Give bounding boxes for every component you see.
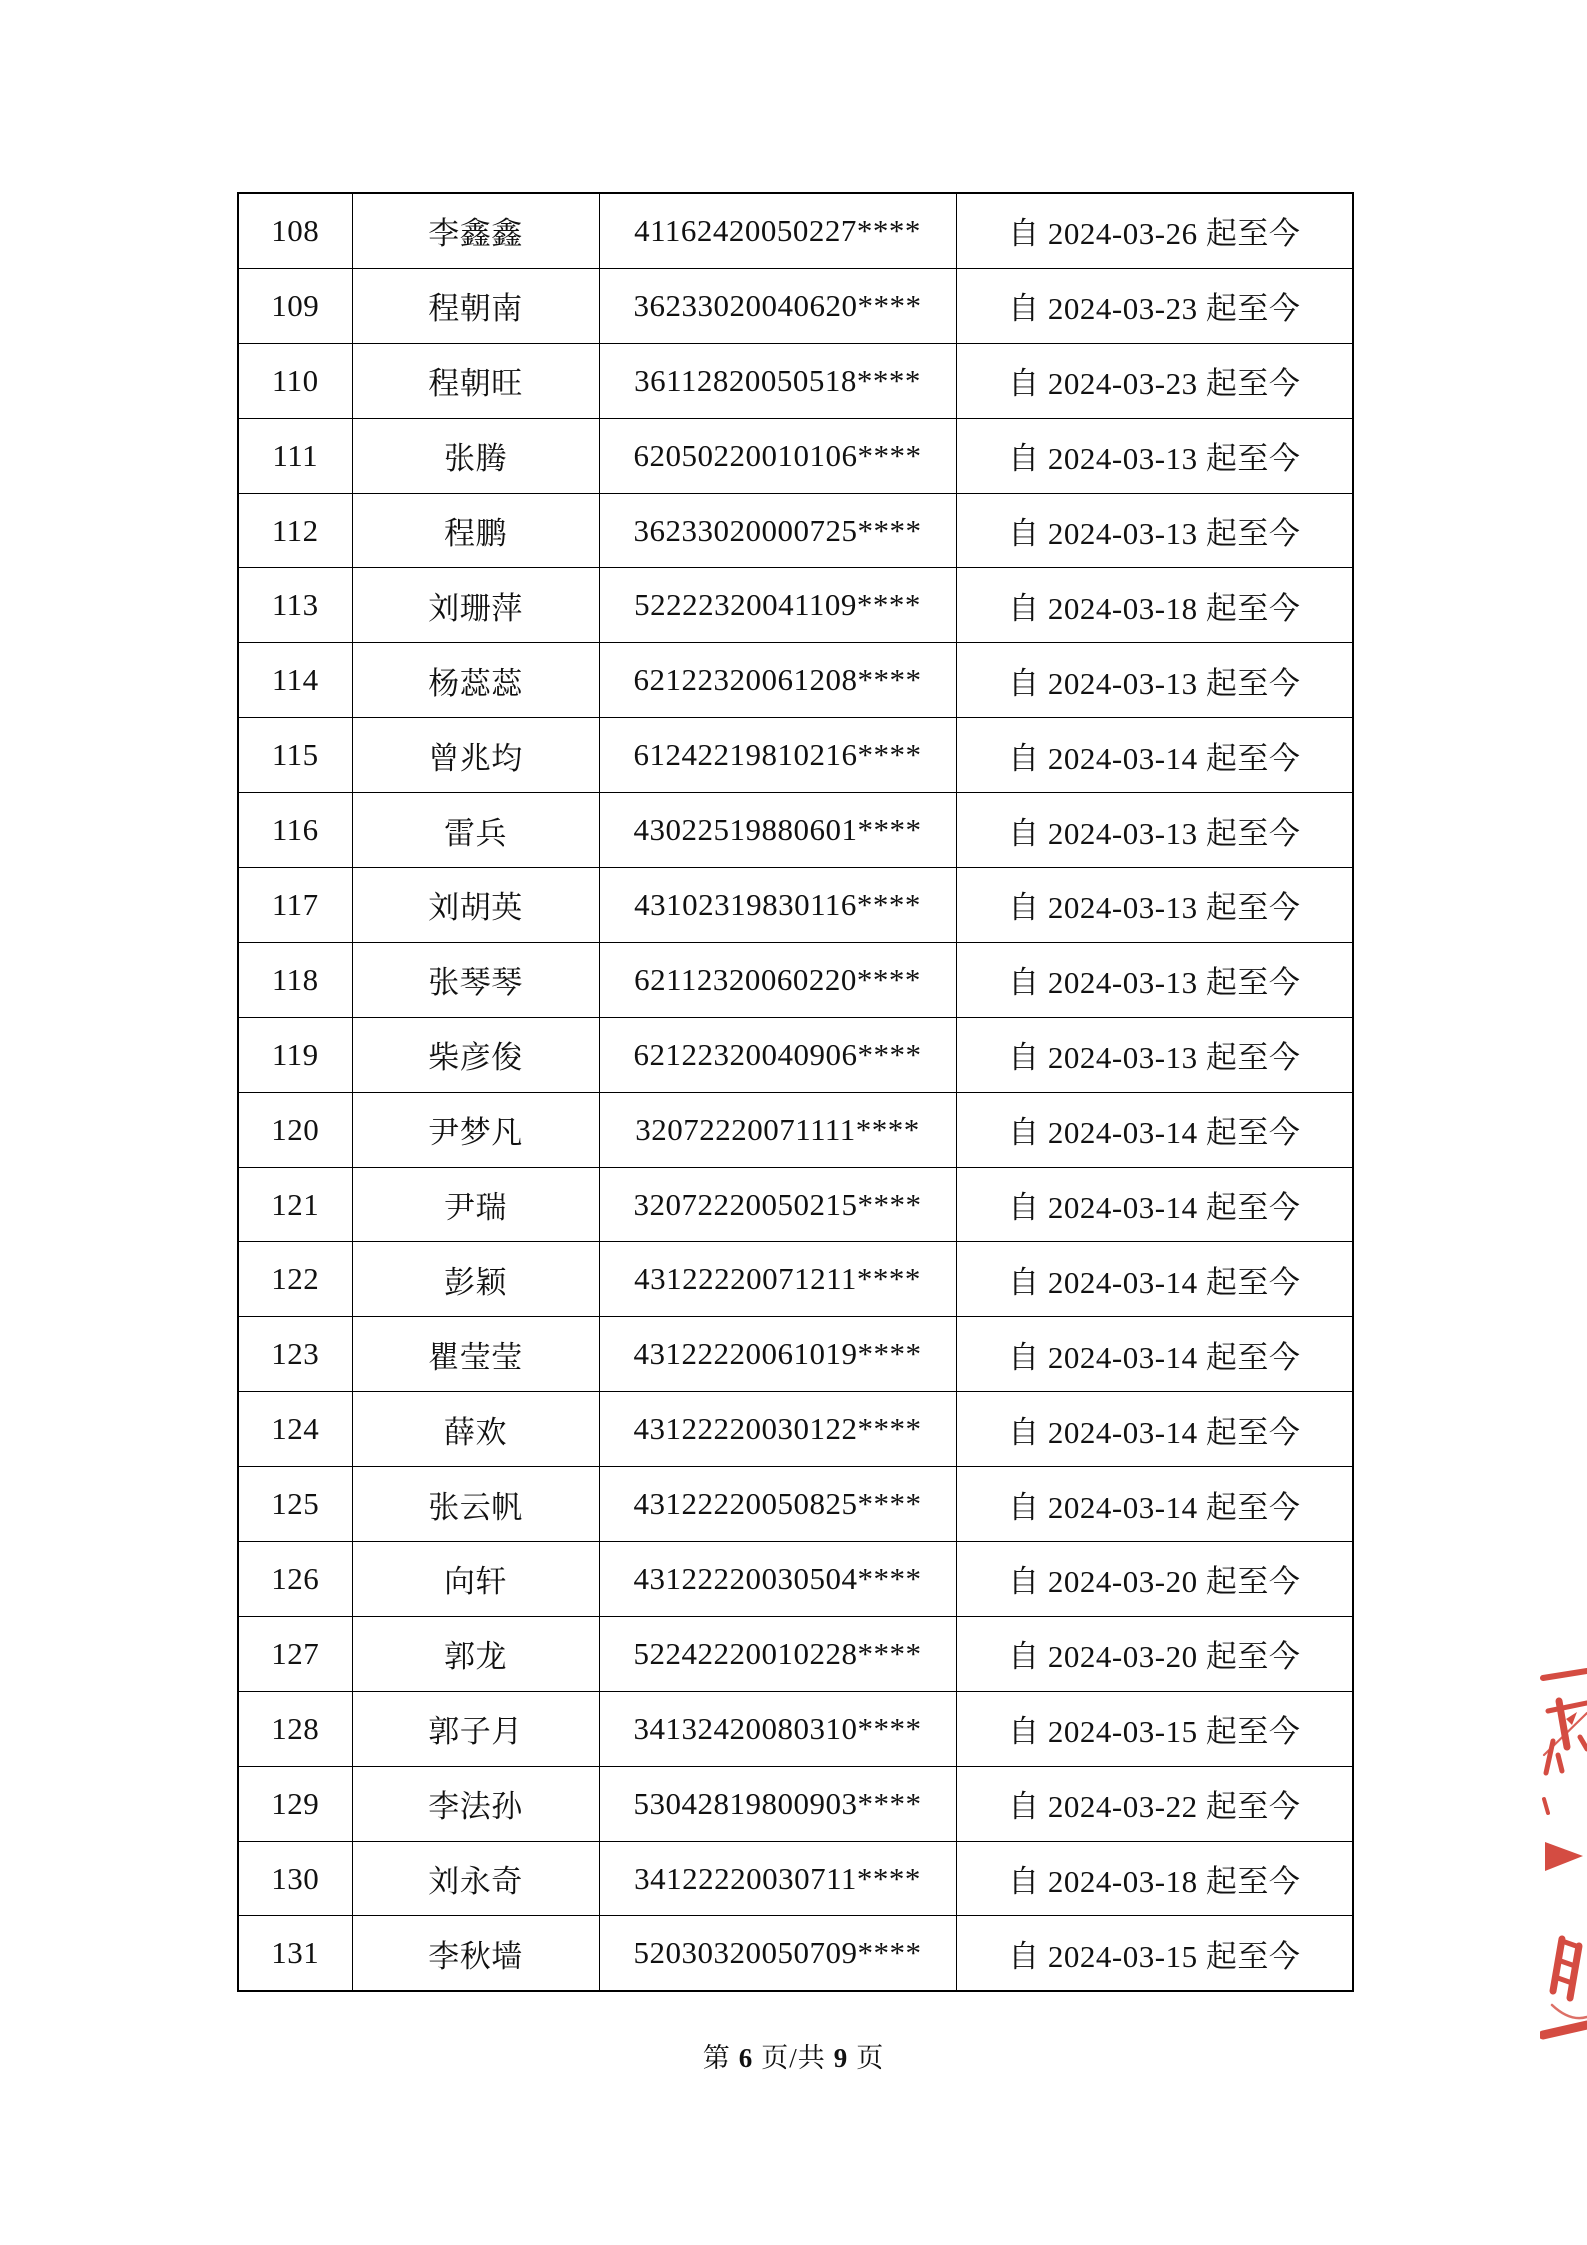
table-row [238, 1766, 1353, 1841]
table-row [238, 793, 1353, 868]
footer-total-pages: 9 [833, 2043, 849, 2073]
period-cell: 自 2024-03-20 起至今 [956, 1542, 1353, 1617]
name-cell: 曾兆均 [352, 718, 599, 793]
period-cell: 自 2024-03-13 起至今 [956, 868, 1353, 943]
id-number-cell: 36233020040620**** [599, 268, 956, 343]
period-cell: 自 2024-03-14 起至今 [956, 1167, 1353, 1242]
roster-table [237, 192, 1354, 1992]
id-number-cell: 36112820050518**** [599, 343, 956, 418]
period-cell: 自 2024-03-23 起至今 [956, 343, 1353, 418]
table-row [238, 268, 1353, 343]
table-row [238, 343, 1353, 418]
official-seal-stamp-fragment-icon [1540, 1668, 1587, 2050]
row-number-cell: 128 [238, 1691, 352, 1766]
row-number-cell: 127 [238, 1616, 352, 1691]
row-number-cell: 118 [238, 942, 352, 1017]
row-number-cell: 109 [238, 268, 352, 343]
table-row [238, 418, 1353, 493]
table-row [238, 718, 1353, 793]
table-row [238, 193, 1353, 268]
id-number-cell: 32072220071111**** [599, 1092, 956, 1167]
period-cell: 自 2024-03-14 起至今 [956, 1392, 1353, 1467]
row-number-cell: 125 [238, 1467, 352, 1542]
row-number-cell: 111 [238, 418, 352, 493]
id-number-cell: 41162420050227**** [599, 193, 956, 268]
id-number-cell: 43122220030122**** [599, 1392, 956, 1467]
table-row [238, 1616, 1353, 1691]
period-cell: 自 2024-03-18 起至今 [956, 1841, 1353, 1916]
row-number-cell: 124 [238, 1392, 352, 1467]
name-cell: 尹瑞 [352, 1167, 599, 1242]
table-row [238, 568, 1353, 643]
id-number-cell: 62112320060220**** [599, 942, 956, 1017]
row-number-cell: 122 [238, 1242, 352, 1317]
period-cell: 自 2024-03-23 起至今 [956, 268, 1353, 343]
table-row [238, 1467, 1353, 1542]
table-row [238, 1841, 1353, 1916]
id-number-cell: 61242219810216**** [599, 718, 956, 793]
footer-label-prefix: 第 [702, 2043, 731, 2073]
row-number-cell: 120 [238, 1092, 352, 1167]
id-number-cell: 36233020000725**** [599, 493, 956, 568]
name-cell: 杨蕊蕊 [352, 643, 599, 718]
name-cell: 程朝旺 [352, 343, 599, 418]
name-cell: 刘胡英 [352, 868, 599, 943]
id-number-cell: 52222320041109**** [599, 568, 956, 643]
period-cell: 自 2024-03-13 起至今 [956, 643, 1353, 718]
period-cell: 自 2024-03-13 起至今 [956, 793, 1353, 868]
table-row [238, 1916, 1353, 1991]
id-number-cell: 53042819800903**** [599, 1766, 956, 1841]
period-cell: 自 2024-03-26 起至今 [956, 193, 1353, 268]
id-number-cell: 43122220061019**** [599, 1317, 956, 1392]
period-cell: 自 2024-03-15 起至今 [956, 1916, 1353, 1991]
id-number-cell: 34132420080310**** [599, 1691, 956, 1766]
name-cell: 向轩 [352, 1542, 599, 1617]
name-cell: 程朝南 [352, 268, 599, 343]
table-row [238, 643, 1353, 718]
row-number-cell: 131 [238, 1916, 352, 1991]
name-cell: 张琴琴 [352, 942, 599, 1017]
name-cell: 郭子月 [352, 1691, 599, 1766]
period-cell: 自 2024-03-18 起至今 [956, 568, 1353, 643]
id-number-cell: 43102319830116**** [599, 868, 956, 943]
table-row [238, 1167, 1353, 1242]
id-number-cell: 32072220050215**** [599, 1167, 956, 1242]
name-cell: 李法孙 [352, 1766, 599, 1841]
footer-page-number: 6 [738, 2043, 754, 2073]
period-cell: 自 2024-03-14 起至今 [956, 1317, 1353, 1392]
name-cell: 瞿莹莹 [352, 1317, 599, 1392]
name-cell: 张云帆 [352, 1467, 599, 1542]
id-number-cell: 43022519880601**** [599, 793, 956, 868]
period-cell: 自 2024-03-20 起至今 [956, 1616, 1353, 1691]
row-number-cell: 115 [238, 718, 352, 793]
table-row [238, 1542, 1353, 1617]
period-cell: 自 2024-03-15 起至今 [956, 1691, 1353, 1766]
row-number-cell: 113 [238, 568, 352, 643]
name-cell: 雷兵 [352, 793, 599, 868]
name-cell: 张腾 [352, 418, 599, 493]
name-cell: 刘珊萍 [352, 568, 599, 643]
period-cell: 自 2024-03-14 起至今 [956, 718, 1353, 793]
period-cell: 自 2024-03-13 起至今 [956, 942, 1353, 1017]
seal-strokes [1543, 1671, 1587, 2035]
name-cell: 程鹏 [352, 493, 599, 568]
id-number-cell: 62050220010106**** [599, 418, 956, 493]
row-number-cell: 123 [238, 1317, 352, 1392]
row-number-cell: 126 [238, 1542, 352, 1617]
row-number-cell: 117 [238, 868, 352, 943]
table-row [238, 1242, 1353, 1317]
period-cell: 自 2024-03-13 起至今 [956, 418, 1353, 493]
table-row [238, 1092, 1353, 1167]
period-cell: 自 2024-03-13 起至今 [956, 493, 1353, 568]
name-cell: 柴彦俊 [352, 1017, 599, 1092]
row-number-cell: 112 [238, 493, 352, 568]
table-row [238, 868, 1353, 943]
row-number-cell: 108 [238, 193, 352, 268]
name-cell: 薛欢 [352, 1392, 599, 1467]
page-footer [0, 2036, 1587, 2075]
table-row [238, 1691, 1353, 1766]
period-cell: 自 2024-03-14 起至今 [956, 1092, 1353, 1167]
footer-label-middle: 页/共 [761, 2043, 826, 2073]
row-number-cell: 119 [238, 1017, 352, 1092]
id-number-cell: 52030320050709**** [599, 1916, 956, 1991]
row-number-cell: 110 [238, 343, 352, 418]
period-cell: 自 2024-03-13 起至今 [956, 1017, 1353, 1092]
table-row [238, 1017, 1353, 1092]
row-number-cell: 114 [238, 643, 352, 718]
name-cell: 李鑫鑫 [352, 193, 599, 268]
id-number-cell: 62122320040906**** [599, 1017, 956, 1092]
id-number-cell: 43122220071211**** [599, 1242, 956, 1317]
period-cell: 自 2024-03-14 起至今 [956, 1467, 1353, 1542]
id-number-cell: 62122320061208**** [599, 643, 956, 718]
row-number-cell: 129 [238, 1766, 352, 1841]
id-number-cell: 43122220030504**** [599, 1542, 956, 1617]
id-number-cell: 34122220030711**** [599, 1841, 956, 1916]
id-number-cell: 52242220010228**** [599, 1616, 956, 1691]
name-cell: 刘永奇 [352, 1841, 599, 1916]
name-cell: 郭龙 [352, 1616, 599, 1691]
table-row [238, 493, 1353, 568]
table-row [238, 942, 1353, 1017]
period-cell: 自 2024-03-14 起至今 [956, 1242, 1353, 1317]
row-number-cell: 121 [238, 1167, 352, 1242]
table-row [238, 1317, 1353, 1392]
name-cell: 尹梦凡 [352, 1092, 599, 1167]
row-number-cell: 130 [238, 1841, 352, 1916]
name-cell: 彭颖 [352, 1242, 599, 1317]
footer-label-suffix: 页 [856, 2043, 885, 2073]
id-number-cell: 43122220050825**** [599, 1467, 956, 1542]
period-cell: 自 2024-03-22 起至今 [956, 1766, 1353, 1841]
row-number-cell: 116 [238, 793, 352, 868]
name-cell: 李秋墙 [352, 1916, 599, 1991]
roster-table-body [238, 193, 1353, 1991]
table-row [238, 1392, 1353, 1467]
